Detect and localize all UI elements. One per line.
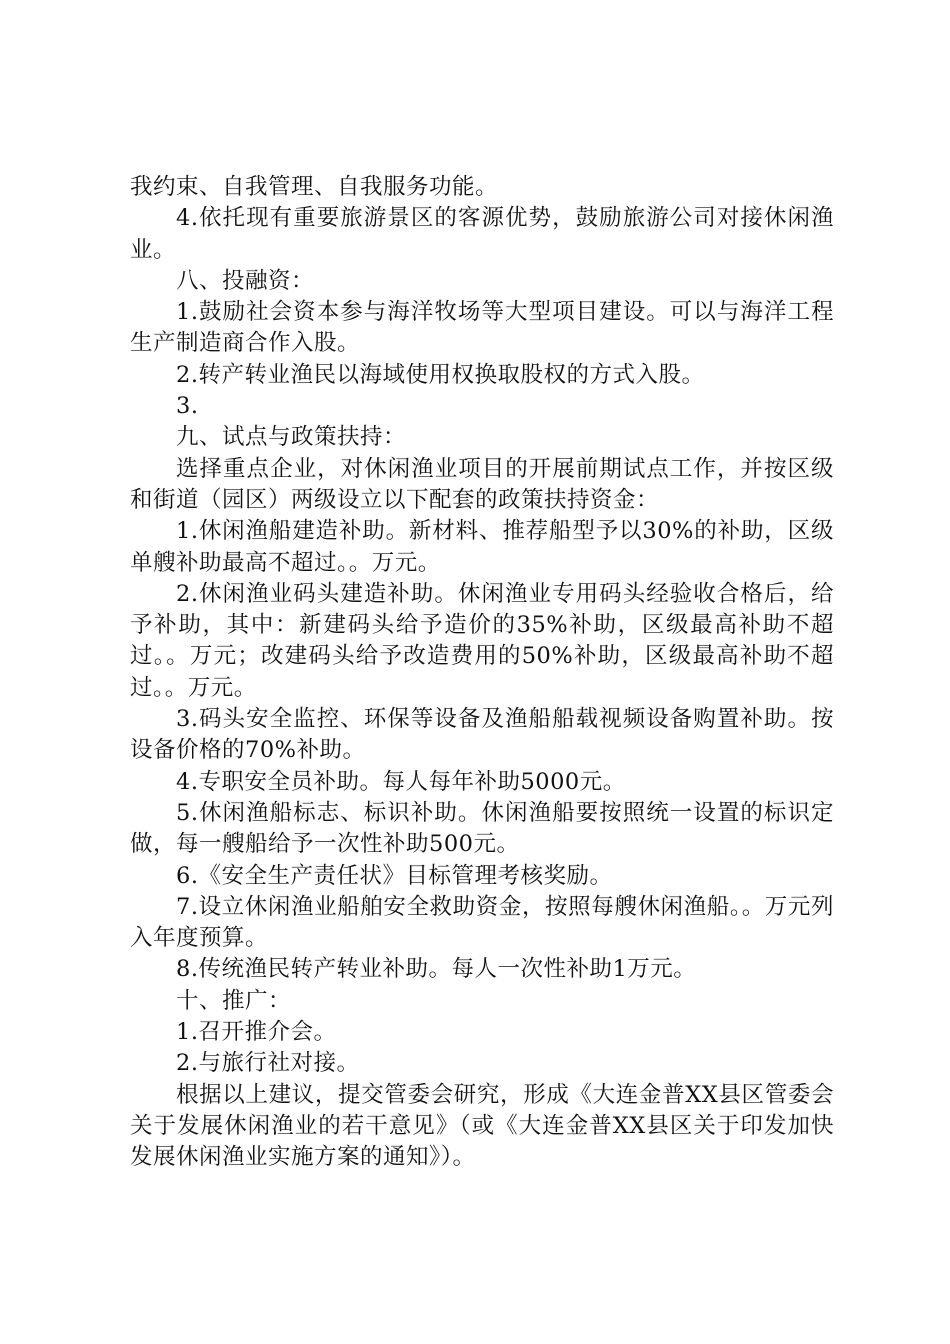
section-heading-pilot: 九、试点与政策扶持：: [176, 424, 407, 451]
paragraph-9: 1.休闲渔船建造补助。新材料、推荐船型予以30%的补助，区级单艘补助最高不超过。。万元。: [130, 518, 834, 576]
paragraph-4: 1.鼓励社会资本参与海洋牧场等大型项目建设。可以与海洋工程生产制造商合作入股。: [130, 299, 834, 357]
paragraph-2: 4.依托现有重要旅游景区的客源优势，鼓励旅游公司对接休闲渔业。: [130, 205, 834, 263]
paragraph-6: 3.: [176, 393, 199, 420]
section-heading-promotion: 十、推广：: [176, 987, 292, 1014]
paragraph-12: 4.专职安全员补助。每人每年补助5000元。: [176, 768, 626, 795]
paragraph-13: 5.休闲渔船标志、标识补助。休闲渔船要按照统一设置的标识定做，每一艘船给予一次性补助500元。: [130, 799, 834, 858]
paragraph-11: 3.码头安全监控、环保等设备及渔船船载视频设备购置补助。按设备价格的70%补助。: [130, 706, 834, 764]
paragraph-15: 7.设立休闲渔业船舶安全救助资金，按照每艘休闲渔船。。万元列入年度预算。: [130, 893, 834, 952]
paragraph-20: 根据以上建议，提交管委会研究，形成《大连金普XX县区管委会关于发展休闲渔业的若干意见》（或《大连金普XX县区关于印发加快发展休闲渔业实施方案的通知》）。: [130, 1081, 834, 1171]
paragraph-5: 2.转产转业渔民以海域使用权换取股权的方式入股。: [176, 361, 705, 388]
document-body: [130, 172, 834, 1174]
paragraph-16: 8.传统渔民转产转业补助。每人一次性补助1万元。: [176, 956, 697, 983]
paragraph-18: 1.召开推介会。: [176, 1019, 337, 1046]
paragraph-14: 6.《安全生产责任状》目标管理考核奖励。: [176, 862, 613, 889]
paragraph-8: 选择重点企业，对休闲渔业项目的开展前期试点工作，并按区级和街道（园区）两级设立以下配套的政策扶持资金：: [130, 455, 834, 513]
paragraph-19: 2.与旅行社对接。: [176, 1050, 360, 1077]
section-heading-investment: 八、投融资：: [176, 267, 315, 294]
paragraph-1: 我约束、自我管理、自我服务功能。: [130, 174, 499, 200]
paragraph-10: 2.休闲渔业码头建造补助。休闲渔业专用码头经验收合格后，给予补助，其中：新建码头给予造价的35%补助，区级最高补助不超过。。万元；改建码头给予改造费用的50%补助，区级最高补助不超过。。万元。: [130, 580, 834, 701]
